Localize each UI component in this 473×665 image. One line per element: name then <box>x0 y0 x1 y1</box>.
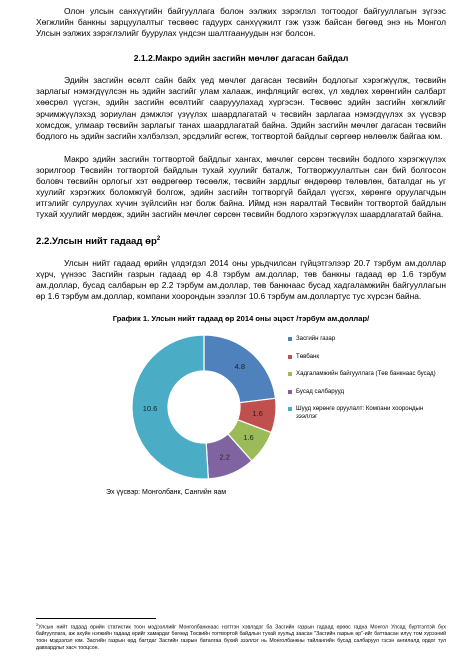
legend-label: Бусад салбарууд <box>296 387 345 395</box>
legend-item-3 <box>288 370 438 378</box>
section-2-1-2-paragraph-2: Макро эдийн засгийн тогтвортой байдлыг хангах, мөчлөг сөрсөн төсвийн бодлого хэрэгжүүлэх зорилгоор Төсвийн тогтвортой байдлын тухай хуулийг баталж, Тогтворжуулалтын сан бий болгосон боловч төсвийн орлогыг хэт өөдрөгөөр төсөөлж, төсвийн зардлыг өндөрөөр төлөвлөн, баталдаг нь уг хуулийг хэрэгжих боломжгүй болгож, эдийн засгийн тогтворгүй байдал үүсгэх, хөрөнгө оруулагчдын итгэлийг сулруулах хүчин зүйлсийн нэг болж байна. Иймд нэн яаралтай Төсвийн тогтвортой байдлын тухай хуулийг мөрдөж, эдийн засгийн мөчлөг сөрсөн төсвийн бодлого хэрэгжүүлэх шаардлагатай байна. <box>36 153 446 220</box>
legend-label: Хадгаламжийн байгууллага (Төв банкнаас бусад) <box>296 370 436 378</box>
intro-paragraph: Олон улсын санхүүгийн байгууллага болон ээлжих зэрэглэл тогтоодог байгууллагын зүгээс Хөгжлийн банкны зарцуулалтыг төсвөөс гадуурх санхүүжилт гэж үзэж байсан бөгөөд энэ нь Монгол Улсын ээлжих зэрэглэлийг буурулах үндсэн шалтгаануудын нэг болсон. <box>36 6 446 39</box>
footnote <box>36 622 446 651</box>
chart-area <box>36 327 446 487</box>
section-heading-2-1-2: 2.1.2.Макро эдийн засгийн мөчлөг дагасан байдал <box>133 53 349 64</box>
donut-chart <box>36 327 286 487</box>
legend-item-4 <box>288 388 438 396</box>
legend-item-1 <box>288 335 438 343</box>
legend-swatch <box>288 407 292 411</box>
footnote-separator <box>36 618 156 619</box>
legend-swatch <box>288 390 292 394</box>
legend-item-2 <box>288 353 438 361</box>
legend-label: Засгийн газар <box>296 334 336 342</box>
legend-swatch <box>288 372 292 376</box>
legend-swatch <box>288 355 292 359</box>
donut-data-label-4: 2.2 <box>219 452 230 462</box>
legend-label: Төвбанк <box>296 352 320 360</box>
section-2-1-2-paragraph-1: Эдийн засгийн өсөлт сайн байх үед мөчлөг дагасан төсвийн бодлогыг хэрэгжүүлж, төсвийн зарлагыг нэмэгдүүлсэн нь эдийн засгийг улам халааж, инфляцийг өсгөх, үл хөдлөх хөрөнгийн салбарт хөөсрөл үүсгэн, эдийн засгийн өсөлтийг саарууулахад хүргэсэн. Төсвөөс эдийн засгийн хөгжлийг эрчимжүүлэхэд зориулан дэмжлэг үзүүлэх шаардлагатай ч төсвийн зарлагаа нэмэгдүүлэх эх үүсвэр хомсдож, улмаар төсвийн зарлагыг танах шаардлагатай байна. Эдийн засгийн мөчлөг дагасан төсвийн бодлого нь эдийн засгийн хэлбэлзэл, эрсдэлийг өсгөж, тогтвортой байдлыг сөргөөр нөлөөлж байгаа юм. <box>36 75 446 141</box>
footnote-text: Улсын нийт гадаад өрийн статистик тоон мэдээллийг Монголбанкнаас нэгтгэн хэвлэдэг ба Засгийн газрын гадаад өрөөс гадна Монгол Улсад бүртгэлтэй бүх байгууллага, аж ахуйн нэгжийн гадаад өрийг хамардаг бөгөөд Төсвийн тогтвортой байдлын тухай хуульд заасан "Засгийн газрын өр"-ийг баттаасан илүү том хүрээний тоон мэдээлэл юм. Засгийн газрын өрд багтдаг Засгийн газрын баталгаа бүхий зээллэг нь Монголбанкны тайлангийн бусад салбаруул гэсэн ангилалд ордог тул давхардлыг хасч тооцсон. <box>36 624 446 651</box>
legend-swatch <box>288 337 292 341</box>
document-page <box>36 6 446 496</box>
footnote-marker: 2 <box>36 622 39 627</box>
donut-data-label-1: 4.8 <box>234 362 246 372</box>
chart-source: Эх үүсвэр: Монголбанк, Сангийн яам <box>106 488 227 496</box>
donut-data-label-3: 1.6 <box>243 433 254 443</box>
section-2-2-title: 2.2.Улсын нийт гадаад өр <box>36 236 157 248</box>
chart-caption: График 1. Улсын нийт гадаад өр 2014 оны эцэст /тэрбум ам.доллар/ <box>112 313 370 323</box>
legend-item-5 <box>288 405 438 420</box>
section-2-2-paragraph: Улсын нийт гадаад өрийн үлдэгдэл 2014 оны урьдчилсан гүйцэтгэлээр 20.7 тэрбум ам.доллар хүрч, үүнээс Засгийн газрын гадаад өр 4.8 тэрбум ам.доллар, төв банкны гадаад өр 1.6 тэрбум ам.доллар, бусад салбарын өр 2.2 тэрбум ам.доллар, төв банкнаас бусад хадгаламжийн байгууллагын өр 1.6 тэрбум ам.доллар, компани хоорондын зээллэг 10.6 тэрбум ам.доллартус тус хүрсэн байна. <box>36 257 446 301</box>
footnote-reference[interactable]: 2 <box>156 236 161 243</box>
chart-legend <box>288 335 438 431</box>
section-heading-2-2 <box>36 236 446 247</box>
donut-data-label-2: 1.6 <box>252 408 263 418</box>
legend-label: Шууд хөрөнге оруулалт: Компани хоорондын зээллэг <box>296 405 424 420</box>
donut-data-label-5: 10.6 <box>142 404 158 414</box>
